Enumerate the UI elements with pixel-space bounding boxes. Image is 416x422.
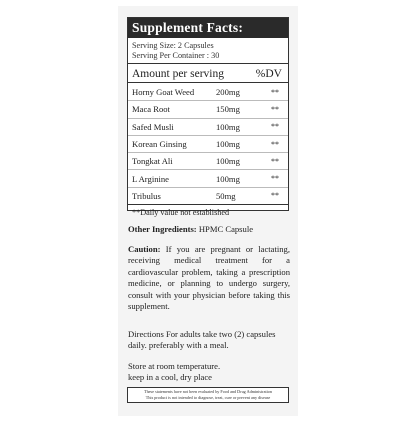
- amount-header-row: [128, 64, 288, 83]
- ingredient-dv: **: [271, 87, 279, 97]
- other-ingredients-value: HPMC Capsule: [198, 224, 254, 234]
- directions-text: Directions For adults take two (2) capsules daily. preferably with a meal.: [128, 329, 276, 351]
- ingredient-dv: **: [271, 122, 279, 132]
- ingredient-amount: 100mg: [216, 121, 240, 132]
- supplement-facts-panel: [127, 17, 289, 218]
- storage-info: [128, 361, 290, 384]
- disclaimer-line-1: These statements have not been evaluated by Food and Drug Administration: [144, 389, 272, 394]
- serving-size: Serving Size: 2 Capsules: [132, 41, 214, 50]
- ingredient-name: Safed Musli: [132, 121, 174, 132]
- ingredient-row: [128, 170, 288, 187]
- servings-per-container: Serving Per Container : 30: [132, 51, 220, 60]
- ingredient-amount: 100mg: [216, 156, 240, 167]
- fda-disclaimer-box: [127, 387, 289, 403]
- ingredient-name: Tongkat Ali: [132, 156, 173, 167]
- ingredient-name: Maca Root: [132, 104, 170, 115]
- ingredient-list: [128, 83, 288, 204]
- ingredient-amount: 100mg: [216, 173, 240, 184]
- ingredient-name: Horny Goat Weed: [132, 87, 195, 98]
- ingredient-amount: 50mg: [216, 190, 236, 201]
- other-ingredients: [128, 224, 290, 235]
- disclaimer-line-2: This product is not intended to diagnose, treat, cure or prevent any disease: [145, 394, 271, 400]
- ingredient-dv: **: [271, 104, 279, 114]
- dv-header: %DV: [255, 68, 282, 80]
- storage-line-1: Store at room temperature.: [128, 361, 221, 371]
- ingredient-row: [128, 136, 288, 153]
- ingredient-amount: 100mg: [216, 139, 240, 150]
- ingredient-row: [128, 153, 288, 170]
- caution-text: If you are pregnant or lactating, receiving medical treatment for a cardiovascular problem, taking a prescription medicine, or planning to undergo surgery, consult with your physician before taking this supplement.: [128, 244, 290, 312]
- ingredient-name: L Arginine: [132, 173, 169, 184]
- ingredient-dv: **: [271, 156, 279, 166]
- storage-line-2: keep in a cool, dry place: [128, 372, 212, 383]
- ingredient-amount: 150mg: [216, 104, 240, 115]
- ingredient-row: [128, 101, 288, 118]
- ingredient-name: Tribulus: [132, 190, 161, 201]
- ingredient-dv: **: [271, 174, 279, 184]
- caution-label: Caution:: [128, 244, 161, 254]
- ingredient-dv: **: [271, 191, 279, 201]
- serving-info: [128, 38, 288, 64]
- ingredient-name: Korean Ginsing: [132, 139, 187, 150]
- ingredient-row: [128, 188, 288, 204]
- ingredient-row: [128, 119, 288, 136]
- daily-value-footnote: **Daily value not established: [128, 204, 288, 220]
- amount-per-serving-header: Amount per serving: [132, 68, 224, 80]
- caution-paragraph: [128, 244, 290, 312]
- ingredient-amount: 200mg: [216, 87, 240, 98]
- ingredient-dv: **: [271, 139, 279, 149]
- supplement-facts-title: Supplement Facts:: [128, 18, 288, 38]
- ingredient-row: [128, 84, 288, 101]
- other-ingredients-label: Other Ingredients:: [128, 224, 197, 234]
